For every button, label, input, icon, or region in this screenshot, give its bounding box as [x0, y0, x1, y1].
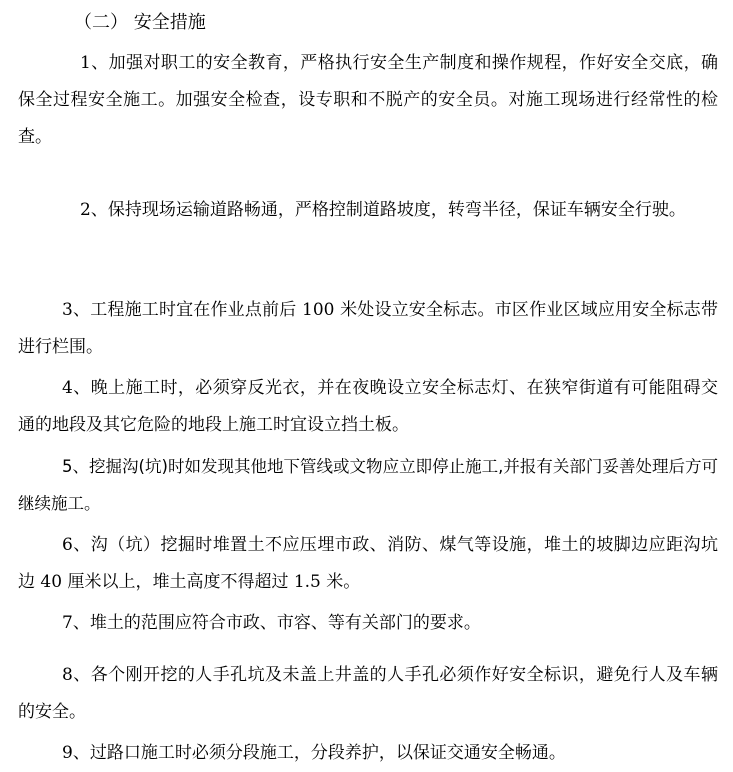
paragraph-2: 2、保持现场运输道路畅通，严格控制道路坡度，转弯半径，保证车辆安全行驶。 — [80, 200, 686, 220]
paragraph-4: 4、晚上施工时，必须穿反光衣，并在夜晚设立安全标志灯、在狭窄街道有可能阻碍交通的地段及其它危险的地段上施工时宜设立挡土板。 — [18, 378, 718, 435]
paragraph-3: 3、工程施工时宜在作业点前后 100 米处设立安全标志。市区作业区域应用安全标志带进行栏围。 — [18, 300, 718, 357]
paragraph-6: 6、沟（坑）挖掘时堆置土不应压埋市政、消防、煤气等设施，堆土的坡脚边应距沟坑边 40 厘米以上，堆土高度不得超过 1.5 米。 — [18, 535, 718, 592]
paragraph-5: 5、挖掘沟(坑)时如发现其他地下管线或文物应立即停止施工,并报有关部门妥善处理后方可继续施工。 — [18, 457, 718, 513]
section-heading: （二） 安全措施 — [74, 12, 206, 33]
paragraph-9: 9、过路口施工时必须分段施工，分段养护，以保证交通安全畅通。 — [62, 743, 566, 763]
paragraph-8: 8、各个刚开挖的人手孔坑及未盖上井盖的人手孔必须作好安全标识，避免行人及车辆的安全。 — [18, 665, 718, 722]
paragraph-7: 7、堆土的范围应符合市政、市容、等有关部门的要求。 — [62, 613, 481, 633]
paragraph-1: 1、加强对职工的安全教育，严格执行安全生产制度和操作规程，作好安全交底，确保全过程安全施工。加强安全检查，设专职和不脱产的安全员。对施工现场进行经常性的检查。 — [18, 53, 718, 147]
